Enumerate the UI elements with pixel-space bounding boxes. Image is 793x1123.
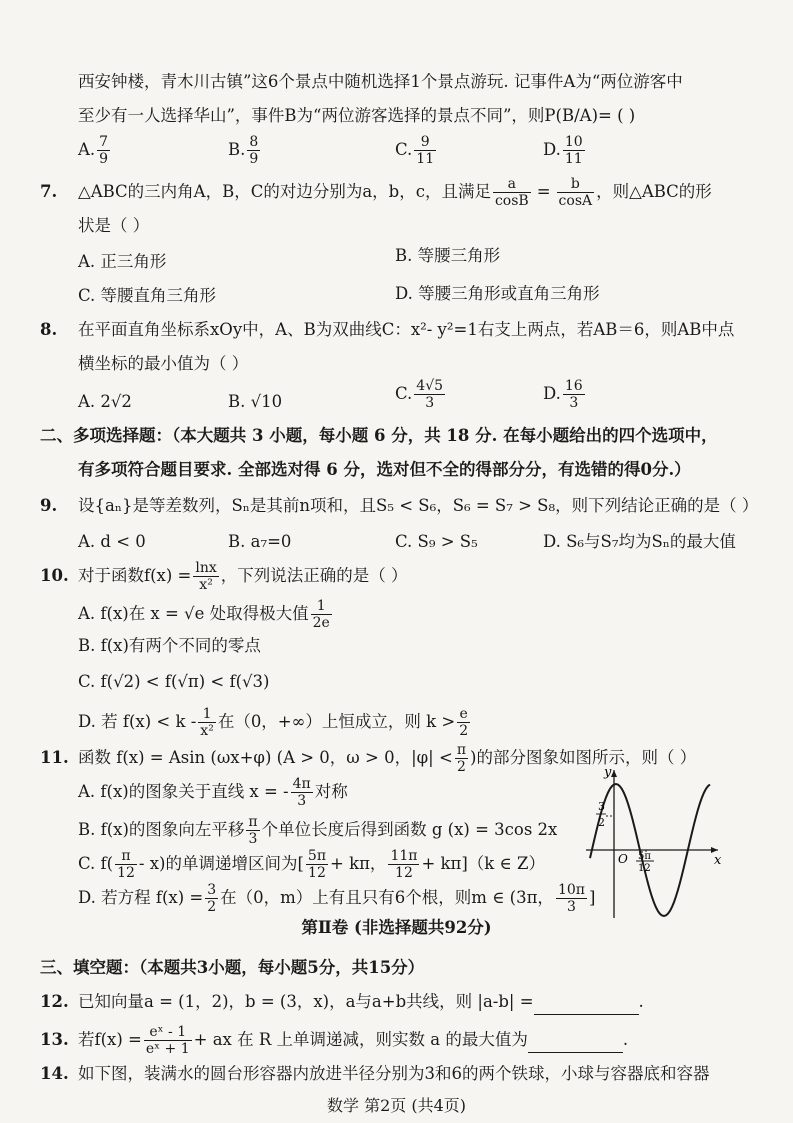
part-2-title: 第Ⅱ卷 (非选择题共92分) [301,918,492,937]
fraction: $\frac{5\pi}{12}$ [307,848,327,881]
q7-stem-line-1: 7. △ABC的三内角A，B，C的对边分别为a，b，c，且满足 $\frac{a}{\cos B}$ = $\frac{b}{\cos A}$ ，则△ABC的形 [40,176,712,209]
q7-stem-line-2: 状是（ ） [78,216,150,235]
q7-option-d[interactable]: D. 等腰三角形或直角三角形 [395,284,600,303]
q12-stem: 12. 已知向量a = (1，2)，b = (3，x)，a与a+b共线，则 |a-b| = . [40,990,644,1015]
question-number: 9. [40,496,58,515]
y-tick-numerator: 3 [598,800,605,813]
q11-option-c[interactable]: C. f( $\frac{\pi}{12}$ - x)的单调递增区间为[ $\frac{5\pi}{12}$ + kπ， $\frac{11\pi}{12}$ + kπ]（k ∈ Z） [78,848,545,881]
q8-option-d[interactable]: D. $\frac{16}{3}$ [543,378,583,411]
q11-option-b[interactable]: B. f(x)的图象向左平移 $\frac{\pi}{3}$ 个单位长度后得到函数 g (x) = 3cos 2x [78,814,558,847]
section-3-heading: 三、填空题：（本题共3小题，每小题5分，共15分） [40,958,425,977]
fraction: $\frac{\text{eˣ - 1}}{\text{eˣ + 1}}$ [145,1024,190,1057]
fraction: $\frac{16}{3}$ [564,378,583,411]
q8-option-c[interactable]: C. $\frac{4√5}{3}$ [395,378,444,411]
q11-sine-graph [578,762,728,920]
fraction: $\frac{\pi}{12}$ [117,848,135,881]
section-2-instructions: 有多项符合题目要求. 全部选对得 6 分，选对但不全的得部分分，有选错的得0分.） [78,460,691,479]
q9-option-c[interactable]: C. S₉ > S₅ [395,532,478,551]
q8-option-a[interactable]: A. 2√2 [78,392,132,411]
q14-stem: 14. 如下图，装满水的圆台形容器内放进半径分别为3和6的两个铁球，小球与容器底和容器 [40,1062,710,1086]
q10-option-a[interactable]: A. f(x)在 x = √e 处取得极大值 $\frac{1}{2e}$ [78,598,330,631]
fraction: $\frac{4√5}{3}$ [416,378,444,411]
fraction: $\frac{11\pi}{12}$ [390,848,418,881]
question-number: 13. [40,1030,69,1049]
q6-option-b[interactable]: B. $\frac{8}{9}$ [228,134,259,167]
q8-stem-line-2: 横坐标的最小值为（ ） [78,354,249,373]
fraction: $\frac{7}{9}$ [99,134,109,167]
q6-text-line-2: 至少有一人选择华山”，事件B为“两位游客选择的景点不同”，则P(B/A)= ( ) [78,106,636,125]
fraction: $\frac{1}{2e}$ [312,598,330,631]
question-number: 10. [40,566,69,585]
q6-option-c[interactable]: C. $\frac{9}{11}$ [395,134,435,167]
y-axis-arrow [611,770,617,777]
question-number: 8. [40,320,58,339]
q7-option-a[interactable]: A. 正三角形 [78,252,167,271]
q9-stem: 9. 设{aₙ}是等差数列，Sₙ是其前n项和，且S₅ < S₆，S₆ = S₇ > S₈，则下列结论正确的是（ ） [40,494,758,518]
q8-stem-line-1: 8. 在平面直角坐标系xOy中，A、B为双曲线C：x²- y²=1右支上两点，若AB＝6，则AB中点 [40,318,734,342]
fraction: $\frac{4\pi}{3}$ [292,776,311,809]
q11-option-d[interactable]: D. 若方程 f(x) = $\frac{3}{2}$ 在（0，m）上有且只有6个根，则m ∈ (3π， $\frac{10\pi}{3}$ ] [78,882,596,915]
fraction: $\frac{\pi}{3}$ [248,814,258,847]
q6-option-d[interactable]: D. $\frac{10}{11}$ [543,134,583,167]
q13-answer-blank[interactable] [528,1028,623,1053]
q6-option-a[interactable]: A. $\frac{7}{9}$ [78,134,109,167]
fraction: $\frac{b}{\cos A}$ [558,176,593,209]
y-axis-label: y [604,765,612,780]
q6-text-line-1: 西安钟楼，青木川古镇”这6个景点中随机选择1个景点游玩. 记事件A为“两位游客中 [78,72,683,91]
fraction: $\frac{9}{11}$ [416,134,435,167]
q9-option-a[interactable]: A. d < 0 [78,532,146,551]
q11-option-a[interactable]: A. f(x)的图象关于直线 x = - $\frac{4\pi}{3}$ 对称 [78,776,348,809]
section-2-heading: 二、多项选择题：（本大题共 3 小题，每小题 6 分，共 18 分. 在每小题给出的四个选项中， [40,426,718,445]
question-number: 12. [40,992,69,1011]
q10-stem: 10. 对于函数f(x) = $\frac{\ln x}{\text{x²}}$ ，下列说法正确的是（ ） [40,560,408,593]
fraction: $\frac{3}{2}$ [207,882,217,915]
q7-option-b[interactable]: B. 等腰三角形 [395,246,501,265]
fraction: $\frac{\pi}{2}$ [456,742,467,775]
q10-option-b[interactable]: B. f(x)有两个不同的零点 [78,636,261,655]
question-number: 7. [40,182,58,201]
origin-label: O [618,852,628,866]
question-number: 14. [40,1064,69,1083]
fraction: $\frac{8}{9}$ [249,134,259,167]
x-tick-denominator: 12 [638,863,651,874]
x-axis-label: x [714,853,722,868]
q7-option-c[interactable]: C. 等腰直角三角形 [78,286,217,305]
q9-option-d[interactable]: D. S₆与S₇均为Sₙ的最大值 [543,532,736,551]
q9-option-b[interactable]: B. a₇=0 [228,532,292,551]
page-footer: 数学 第2页 (共4页) [326,1096,467,1115]
y-tick-denominator: 2 [598,816,605,829]
fraction: $\frac{\ln x}{\text{x²}}$ [195,560,217,593]
q8-option-b[interactable]: B. √10 [228,392,283,411]
q13-stem: 13. 若f(x) = $\frac{\text{eˣ - 1}}{\text{eˣ + 1}}$ + ax 在 R 上单调递减，则实数 a 的最大值为 . [40,1024,629,1057]
question-number: 11. [40,748,69,767]
fraction: $\frac{e}{2}$ [459,706,469,739]
q11-stem: 11. 函数 f(x) = Asin (ωx+φ) (A > 0，ω > 0，|φ| < $\frac{\pi}{2}$ )的部分图象如图所示，则（ ） [40,742,697,775]
fraction: $\frac{10\pi}{3}$ [557,882,585,915]
q10-option-d[interactable]: D. 若 f(x) < k - $\frac{1}{\text{x²}}$ 在（0，+∞）上恒成立，则 k > $\frac{e}{2}$ [78,706,469,739]
q10-option-c[interactable]: C. f(√2) < f(√π) < f(√3) [78,672,270,691]
fraction: $\frac{10}{11}$ [564,134,583,167]
q12-answer-blank[interactable] [534,990,639,1015]
fraction: $\frac{1}{\text{x²}}$ [200,706,214,739]
fraction: $\frac{a}{\cos B}$ [494,176,529,209]
x-tick-numerator: 5π [638,851,651,862]
